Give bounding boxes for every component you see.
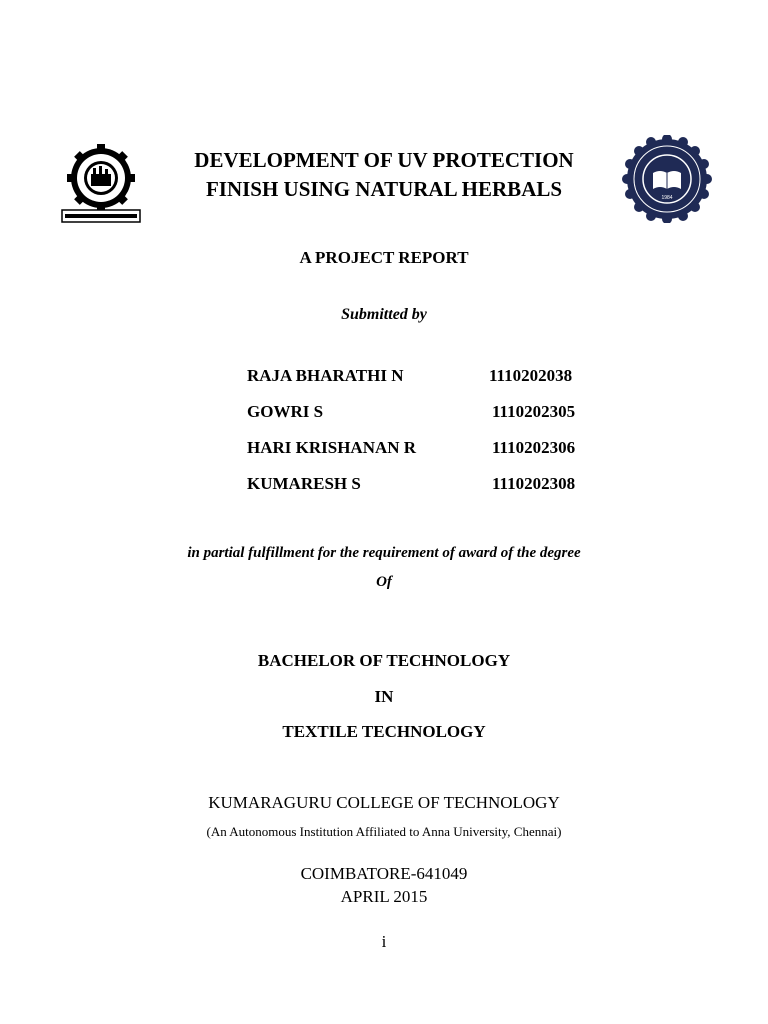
- of-word: Of: [376, 574, 392, 590]
- title-line-1: DEVELOPMENT OF UV PROTECTION: [194, 148, 574, 172]
- branch-name: TEXTILE TECHNOLOGY: [282, 722, 486, 741]
- student-row: [247, 366, 607, 402]
- student-id: 1110202308: [492, 474, 576, 493]
- degree-name: BACHELOR OF TECHNOLOGY: [257, 651, 511, 670]
- report-type: A PROJECT REPORT: [299, 248, 469, 267]
- city-pincode: COIMBATORE-641049: [300, 864, 468, 883]
- student-list: [247, 366, 607, 510]
- student-row: [247, 438, 607, 474]
- affiliation-note: (An Autonomous Institution Affiliated to Anna University, Chennai): [206, 824, 562, 839]
- submitted-by: Submitted by: [341, 306, 427, 323]
- student-name: GOWRI S: [247, 402, 324, 421]
- student-name: RAJA BHARATHI N: [247, 366, 404, 385]
- page-number: i: [381, 932, 387, 951]
- submission-date: APRIL 2015: [340, 887, 428, 906]
- title-line-2: FINISH USING NATURAL HERBALS: [205, 177, 563, 201]
- student-name: HARI KRISHANAN R: [247, 438, 417, 457]
- student-id: 1110202306: [492, 438, 576, 457]
- student-row: [247, 402, 607, 438]
- fulfillment-statement: in partial fulfillment for the requirement of award of the degree: [187, 545, 581, 561]
- report-title: [0, 146, 768, 204]
- in-word: IN: [374, 687, 394, 706]
- student-name: KUMARESH S: [247, 474, 361, 493]
- student-id: 1110202038: [489, 366, 573, 385]
- college-name: KUMARAGURU COLLEGE OF TECHNOLOGY: [208, 793, 560, 812]
- student-id: 1110202305: [492, 402, 576, 421]
- student-row: [247, 474, 607, 510]
- svg-text:1984: 1984: [661, 195, 673, 201]
